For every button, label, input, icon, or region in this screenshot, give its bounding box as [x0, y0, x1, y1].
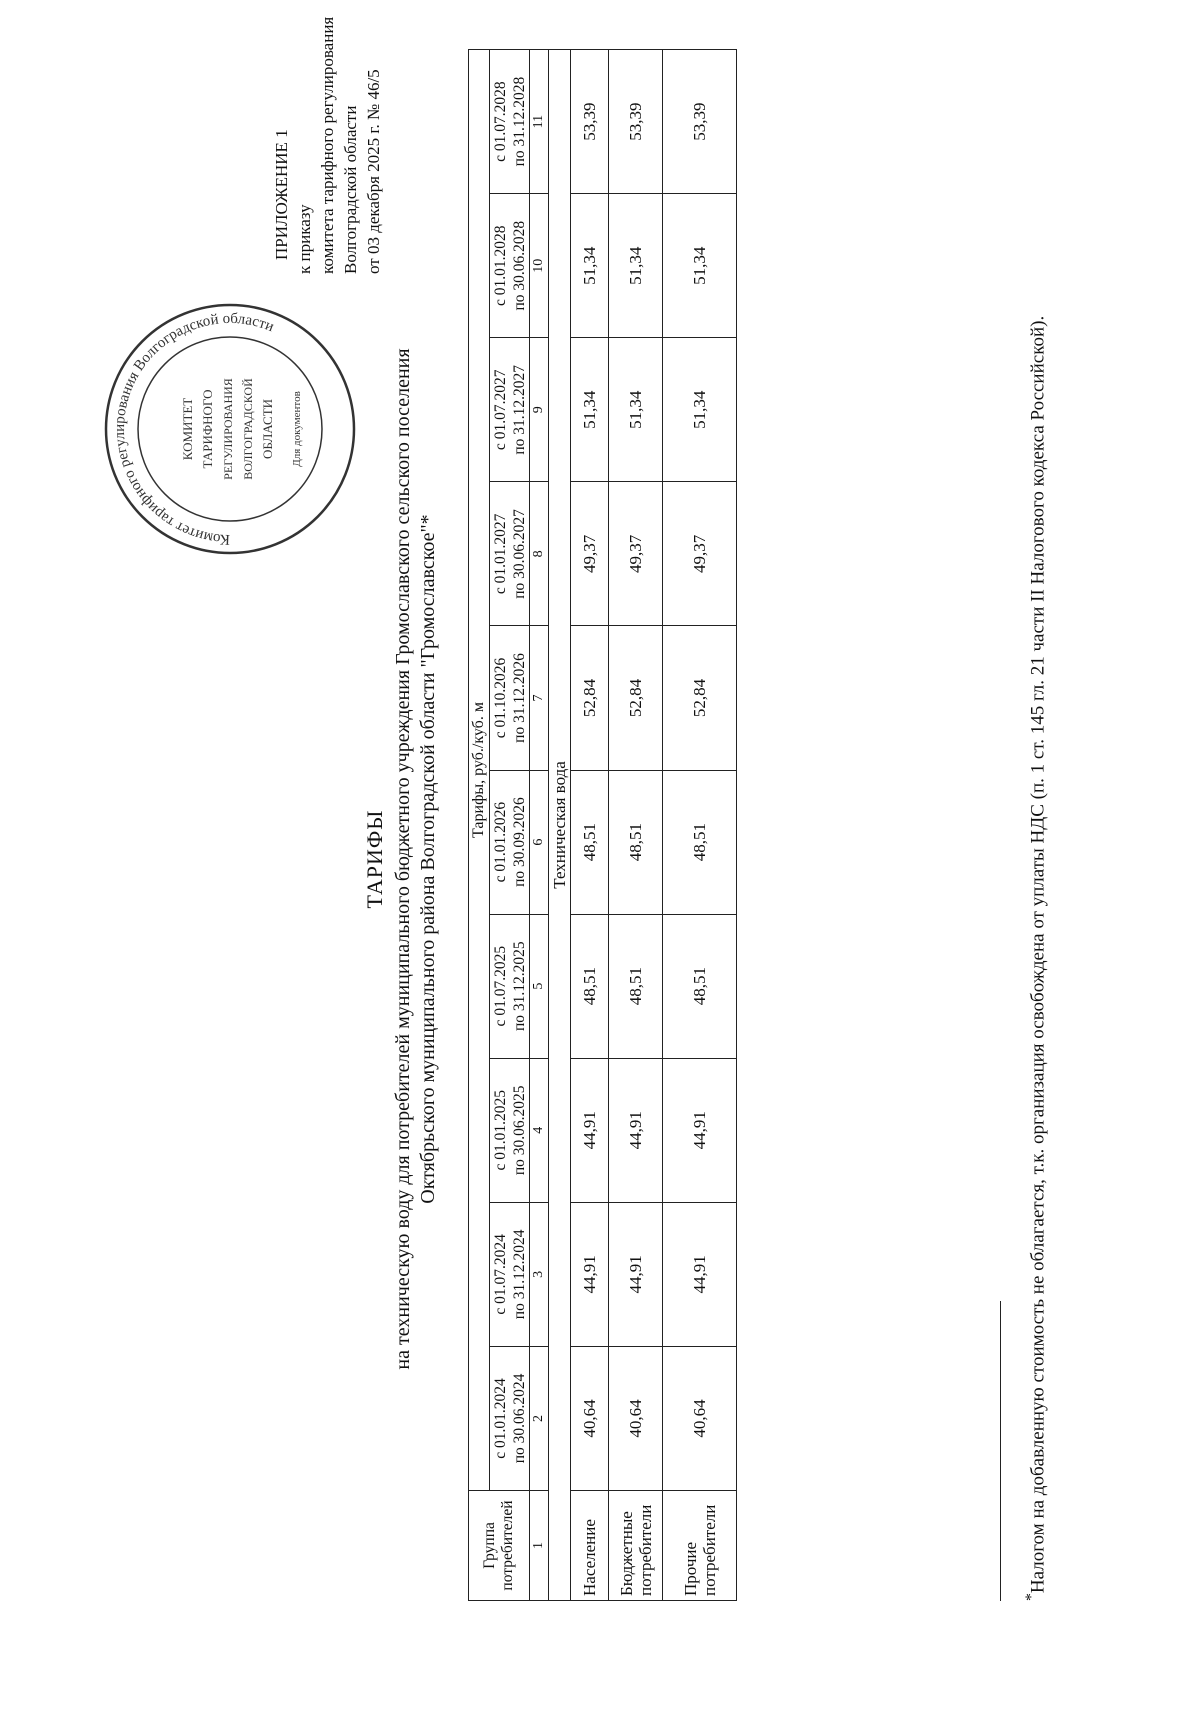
tariff-value: 51,34 [663, 194, 737, 338]
column-number: 1 [530, 1491, 549, 1601]
appendix-line-region: Волгоградской области [341, 105, 360, 274]
column-number: 4 [530, 1058, 549, 1202]
tariff-value: 40,64 [571, 1346, 609, 1490]
seal-center-line-5: ОБЛАСТИ [260, 398, 275, 460]
tariff-value: 44,91 [571, 1058, 609, 1202]
tariff-value: 51,34 [571, 194, 609, 338]
table-row [663, 50, 737, 1601]
column-number: 6 [530, 770, 549, 914]
tariff-value: 48,51 [663, 770, 737, 914]
tariff-value: 51,34 [663, 338, 737, 482]
seal-ring-text: Комитет тарифного регулирования Волгоградской области [111, 310, 277, 548]
tariff-value: 52,84 [663, 626, 737, 770]
tariff-value: 48,51 [609, 914, 663, 1058]
column-number: 2 [530, 1346, 549, 1490]
tariff-value: 52,84 [571, 626, 609, 770]
period-header: с 01.01.2025 по 30.06.2025 [490, 1058, 530, 1202]
column-number: 10 [530, 194, 549, 338]
footnote-divider [1000, 1301, 1001, 1601]
tariff-value: 44,91 [571, 1202, 609, 1346]
footnote-mark: * [1023, 1593, 1040, 1601]
period-header: с 01.01.2028 по 30.06.2028 [490, 194, 530, 338]
tariff-value: 44,91 [609, 1058, 663, 1202]
column-number: 5 [530, 914, 549, 1058]
period-header: с 01.01.2026 по 30.09.2026 [490, 770, 530, 914]
column-number: 7 [530, 626, 549, 770]
period-header: с 01.01.2027 по 30.06.2027 [490, 482, 530, 626]
tariff-value: 51,34 [609, 338, 663, 482]
consumer-group: Прочие потребители [663, 1491, 737, 1601]
tariff-value: 51,34 [571, 338, 609, 482]
tariff-value: 44,91 [609, 1202, 663, 1346]
seal-center-line-2: ТАРИФНОГО [200, 389, 215, 469]
tariff-value: 49,37 [571, 482, 609, 626]
footnote [1018, 101, 1051, 1601]
tariff-value: 44,91 [663, 1058, 737, 1202]
table-row [571, 50, 609, 1601]
tariff-value: 48,51 [663, 914, 737, 1058]
consumer-group: Бюджетные потребители [609, 1491, 663, 1601]
period-header: с 01.01.2024 по 30.06.2024 [490, 1346, 530, 1490]
document-subtitle-line-2: Октябрьского муниципального района Волгоградской области "Громославское"* [417, 514, 439, 1204]
section-header: Техническая вода [549, 50, 571, 1601]
period-header: с 01.07.2024 по 31.12.2024 [490, 1202, 530, 1346]
column-number: 3 [530, 1202, 549, 1346]
tariff-value: 48,51 [571, 914, 609, 1058]
tariff-value: 48,51 [609, 770, 663, 914]
official-seal [100, 299, 360, 559]
tariff-value: 40,64 [663, 1346, 737, 1490]
tariff-value: 52,84 [609, 626, 663, 770]
seal-center-line-1: КОМИТЕТ [180, 397, 195, 461]
period-header: с 01.07.2028 по 31.12.2028 [490, 50, 530, 194]
tariff-header: Тарифы, руб./куб. м [469, 50, 490, 1491]
column-number: 9 [530, 338, 549, 482]
consumer-group: Население [571, 1491, 609, 1601]
footnote-text: Налогом на добавленную стоимость не облагается, т.к. организация освобождена от уплаты НДС (п. 1 ст. 145 гл. 21 части II Налогового кодекса Российской). [1027, 315, 1049, 1594]
seal-center-line-3: РЕГУЛИРОВАНИЯ [221, 378, 235, 480]
column-number: 8 [530, 482, 549, 626]
tariff-value: 49,37 [609, 482, 663, 626]
appendix-title: ПРИЛОЖЕНИЕ 1 [272, 129, 291, 260]
period-header: с 01.07.2027 по 31.12.2027 [490, 338, 530, 482]
seal-bottom-text: Для документов [291, 391, 303, 467]
document-title: ТАРИФЫ [362, 809, 387, 909]
tariff-value: 51,34 [609, 194, 663, 338]
group-header: Группа потребителей [469, 1491, 530, 1601]
tariff-value: 53,39 [663, 50, 737, 194]
tariff-value: 44,91 [663, 1202, 737, 1346]
appendix-line-order: к приказу [295, 204, 314, 274]
table-row [609, 50, 663, 1601]
tariff-value: 48,51 [571, 770, 609, 914]
period-header: с 01.10.2026 по 31.12.2026 [490, 626, 530, 770]
appendix-line-committee: комитета тарифного регулирования [318, 16, 337, 274]
seal-center-line-4: ВОЛГОГРАДСКОЙ [241, 378, 255, 480]
tariff-value: 53,39 [609, 50, 663, 194]
appendix-line-date-number: от 03 декабря 2025 г. № 46/5 [364, 69, 383, 274]
tariff-value: 40,64 [609, 1346, 663, 1490]
column-number: 11 [530, 50, 549, 194]
tariff-table [468, 49, 737, 1601]
tariff-value: 53,39 [571, 50, 609, 194]
tariff-value: 49,37 [663, 482, 737, 626]
document-subtitle-line-1: на техническую воду для потребителей муниципального бюджетного учреждения Громославского сельского поселения [392, 348, 414, 1370]
period-header: с 01.07.2025 по 31.12.2025 [490, 914, 530, 1058]
